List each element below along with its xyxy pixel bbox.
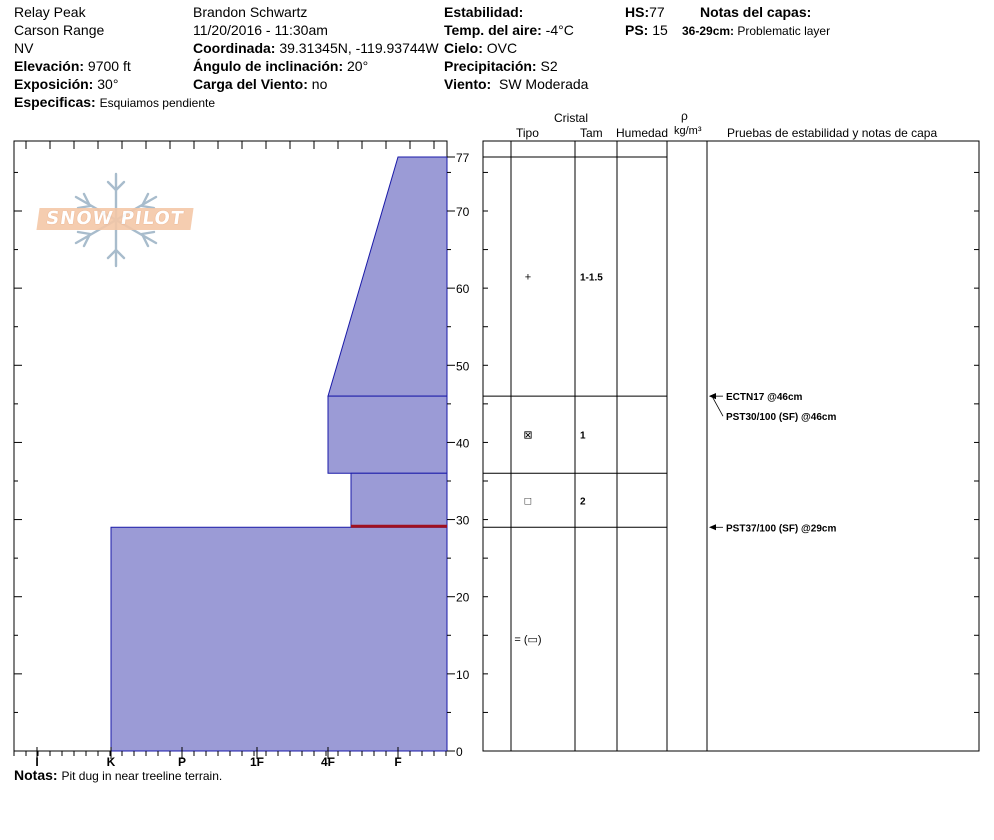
col-density-symbol: ρ (681, 109, 688, 123)
state: NV (14, 40, 34, 56)
layer-note-depth: 36-29cm: (682, 24, 735, 38)
mountain-range: Carson Range (14, 22, 105, 38)
precipitation-label: Precipitación: (444, 58, 537, 74)
snow-height-label: HS: (625, 4, 650, 20)
snowpilot-logo-text: SNOW PILOT (36, 208, 193, 230)
pit-depth-label: PS: (625, 22, 649, 38)
sky-cover-value: OVC (486, 40, 518, 56)
specifics-value: Esquiamos pendiente (99, 96, 216, 110)
observation-datetime: 11/20/2016 - 11:30am (193, 22, 328, 38)
hardness-tick-label: 4F (320, 755, 336, 769)
stability-test-2: PST30/100 (SF) @46cm (726, 412, 837, 424)
crystal-size-2: 1 (580, 430, 586, 442)
profile-layer-4 (111, 527, 447, 751)
profile-layer-3 (351, 473, 447, 527)
notes (14, 767, 222, 784)
sky-cover-label: Cielo: (444, 40, 483, 56)
stability-label: Estabilidad: (444, 4, 524, 20)
elevation-label: Elevación: (14, 58, 85, 74)
height-tick-label: 70 (456, 205, 470, 219)
crystal-size-1: 1-1.5 (580, 272, 603, 284)
height-tick-label: 10 (456, 667, 470, 682)
hardness-tick-label: P (177, 755, 187, 769)
wind-loading-value: no (311, 76, 328, 92)
test-arrowhead (709, 524, 716, 530)
specifics-label: Especificas: (14, 94, 96, 110)
profile-layer-2 (328, 396, 447, 473)
wind-loading-label: Carga del Viento: (193, 76, 308, 92)
crystal-type-2: ⊠ (523, 429, 533, 442)
notes-text: Pit dug in near treeline terrain. (61, 769, 223, 783)
col-crystal: Cristal (554, 111, 589, 125)
height-tick-label: 77 (456, 151, 470, 165)
pit-depth-value: 15 (652, 22, 668, 38)
crystal-type-1: + (524, 271, 532, 284)
hardness-tick-label: I (35, 755, 39, 769)
observer-name: Brandon Schwartz (193, 4, 308, 20)
coordinates-value: 39.31345N, -119.93744W (279, 40, 439, 56)
slope-angle-value: 20° (347, 58, 369, 74)
notes-label: Notas: (14, 767, 58, 783)
wind-label: Viento: (444, 76, 492, 92)
hardness-tick-label: 1F (249, 755, 265, 769)
layer-table-frame (483, 141, 979, 751)
stability-test-1: ECTN17 @46cm (726, 392, 803, 404)
crystal-type-3: □ (524, 495, 532, 508)
crystal-type-4: = (▭) (514, 634, 542, 647)
aspect-label: Exposición: (14, 76, 94, 92)
snowpilot-logo (38, 170, 196, 270)
coordinates-label: Coordinada: (193, 40, 276, 56)
slope-angle-label: Ángulo de inclinación: (193, 58, 344, 74)
test-arrow (712, 396, 723, 416)
crystal-size-3: 2 (580, 496, 586, 508)
precipitation-value: S2 (540, 58, 558, 74)
test-arrowhead (709, 393, 716, 399)
hardness-tick-label: F (394, 755, 402, 769)
layer-notes-label: Notas del capas: (700, 4, 812, 20)
col-moisture: Humedad (616, 126, 669, 140)
aspect-value: 30° (97, 76, 119, 92)
col-type: Tipo (516, 126, 539, 140)
location-name: Relay Peak (14, 4, 86, 20)
air-temperature-value: -4°C (545, 22, 574, 38)
height-tick-label: 40 (456, 436, 470, 451)
wind-value: SW Moderada (498, 76, 589, 92)
stability-test-3: PST37/100 (SF) @29cm (726, 523, 837, 535)
col-density-unit: kg/m³ (674, 125, 702, 137)
height-tick-label: 0 (456, 745, 463, 759)
layer-note-text: Problematic layer (737, 24, 831, 38)
height-tick-label: 20 (456, 590, 470, 605)
hardness-tick-label: K (106, 755, 116, 769)
air-temperature-label: Temp. del aire: (444, 22, 542, 38)
height-tick-label: 30 (456, 513, 470, 528)
col-tests: Pruebas de estabilidad y notas de capa (727, 126, 938, 140)
height-tick-label: 50 (456, 359, 470, 374)
snow-height-value: 77 (649, 4, 665, 20)
height-tick-label: 60 (456, 282, 470, 297)
elevation-value: 9700 ft (87, 58, 131, 74)
col-size: Tam (580, 126, 603, 140)
